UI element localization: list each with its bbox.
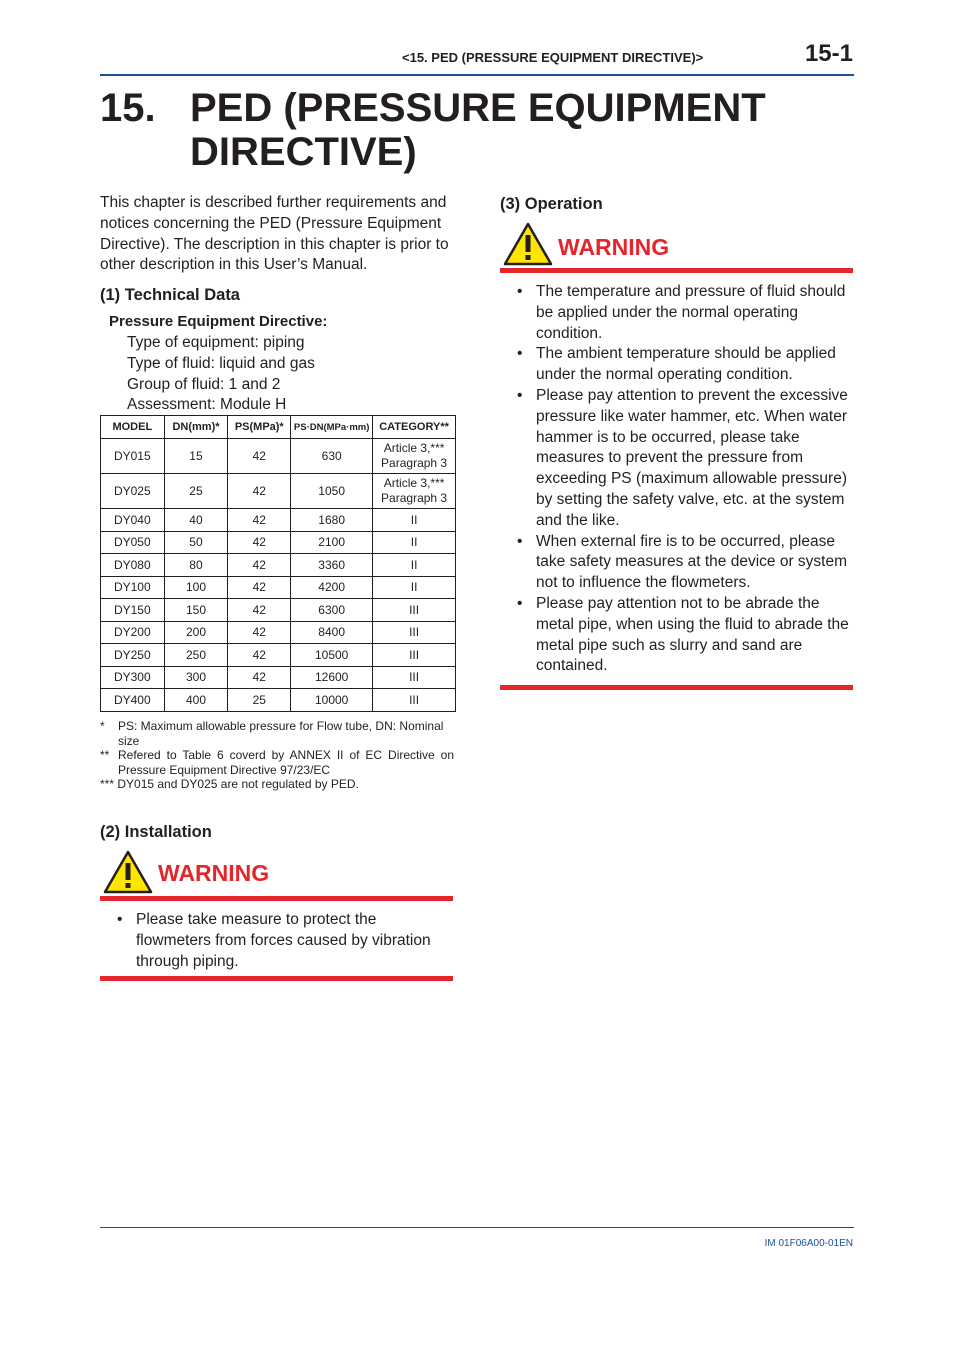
table-cell: II	[373, 531, 456, 554]
table-cell: DY100	[101, 576, 165, 599]
table-cell: 8400	[291, 621, 373, 644]
table-cell: 42	[228, 666, 291, 689]
equipment-type-line: Type of equipment: piping	[127, 334, 305, 351]
table-cell: 42	[228, 599, 291, 622]
technical-data-heading: (1) Technical Data	[100, 286, 240, 304]
warning-top-bar	[500, 268, 853, 273]
category-line: Article 3,***	[383, 441, 445, 455]
list-item: • Please take measure to protect the flowmeters from forces caused by vibration through piping.	[100, 910, 453, 972]
table-row	[101, 576, 456, 599]
table-cell: DY300	[101, 666, 165, 689]
table-cell	[373, 474, 456, 509]
chapter-title: PED (PRESSURE EQUIPMENT DIRECTIVE)	[190, 86, 766, 174]
table-cell: III	[373, 689, 456, 712]
intro-paragraph: This chapter is described further requirements and notices concerning the PED (Pressure Equipment Directive). The description in this chapter is prior to other description in this User’s Manual.	[100, 194, 449, 274]
table-cell: 42	[228, 439, 291, 474]
col-header-model: MODEL	[101, 416, 165, 439]
table-cell: 300	[164, 666, 228, 689]
list-item: • The temperature and pressure of fluid should be applied under the normal operating condition.	[500, 282, 853, 344]
table-cell: 42	[228, 576, 291, 599]
table-row	[101, 644, 456, 667]
table-cell: 100	[164, 576, 228, 599]
table-cell: DY050	[101, 531, 165, 554]
list-item: • Please pay attention to prevent the excessive pressure like water hammer, etc. When water hammer is to be occurred, please take measures to prevent the pressure from exceeding PS (maximum allowable pressure) by setting the safety valve, etc. at the system and the like.	[500, 386, 853, 532]
table-cell: 6300	[291, 599, 373, 622]
table-cell: 3360	[291, 554, 373, 577]
table-cell: DY015	[101, 439, 165, 474]
operation-warning-list	[500, 282, 853, 677]
warning-triangle-icon	[503, 222, 553, 266]
ped-details	[127, 333, 315, 416]
table-row	[101, 689, 456, 712]
installation-warning	[100, 848, 453, 981]
category-line: Article 3,***	[383, 476, 445, 490]
document-id: IM 01F06A00-01EN	[764, 1238, 853, 1249]
table-cell: 400	[164, 689, 228, 712]
warning-bottom-bar	[500, 685, 853, 690]
table-cell: III	[373, 621, 456, 644]
table-cell: 42	[228, 644, 291, 667]
table-cell: II	[373, 509, 456, 532]
table-cell: II	[373, 576, 456, 599]
table-cell: DY040	[101, 509, 165, 532]
table-cell: 25	[164, 474, 228, 509]
table-cell: 80	[164, 554, 228, 577]
table-cell: 42	[228, 621, 291, 644]
table-cell: 42	[228, 531, 291, 554]
table-header-row	[101, 416, 456, 439]
footer-rule	[100, 1227, 854, 1228]
table-body	[101, 439, 456, 712]
table-cell: DY150	[101, 599, 165, 622]
list-item: • When external fire is to be occurred, please take safety measures at the device or system not to influence the flowmeters.	[500, 532, 853, 594]
category-line: Paragraph 3	[381, 491, 448, 505]
table-row	[101, 621, 456, 644]
table-cell: 40	[164, 509, 228, 532]
table-cell: DY025	[101, 474, 165, 509]
table-cell: DY200	[101, 621, 165, 644]
list-item: • Please pay attention not to be abrade the metal pipe, when using the fluid to abrade the metal pipe such as slurry and sand are contained.	[500, 594, 853, 677]
table-cell: III	[373, 666, 456, 689]
table-note: *** DY015 and DY025 are not regulated by PED.	[100, 777, 359, 791]
table-cell: 200	[164, 621, 228, 644]
running-header: <15. PED (PRESSURE EQUIPMENT DIRECTIVE)>	[402, 50, 704, 65]
table-cell: II	[373, 554, 456, 577]
table-cell: 150	[164, 599, 228, 622]
table-cell: III	[373, 599, 456, 622]
warning-header	[500, 220, 853, 268]
operation-warning	[500, 220, 853, 690]
table-cell: DY400	[101, 689, 165, 712]
table-row	[101, 666, 456, 689]
table-cell: 15	[164, 439, 228, 474]
warning-top-bar	[100, 896, 453, 901]
list-item: • The ambient temperature should be applied under the normal operating condition.	[500, 344, 853, 386]
table-cell: DY250	[101, 644, 165, 667]
installation-heading: (2) Installation	[100, 823, 212, 841]
assessment-line: Assessment: Module H	[127, 396, 287, 414]
table-row	[101, 474, 456, 509]
table-note: ** Refered to Table 6 coverd by ANNEX II of EC Directive on Pressure Equipment Directive 97/23/EC	[100, 748, 454, 777]
table-cell: 10000	[291, 689, 373, 712]
table-row	[101, 531, 456, 554]
table-cell: 50	[164, 531, 228, 554]
table-cell: III	[373, 644, 456, 667]
table-cell: 42	[228, 474, 291, 509]
ped-subheading: Pressure Equipment Directive:	[109, 313, 328, 330]
table-cell: 42	[228, 554, 291, 577]
table-cell: 4200	[291, 576, 373, 599]
page-number: 15-1	[804, 40, 853, 67]
table-note: * PS: Maximum allowable pressure for Flow tube, DN: Nominal size	[100, 719, 444, 748]
table-cell: 630	[291, 439, 373, 474]
table-notes	[100, 719, 454, 792]
table-row	[101, 509, 456, 532]
table-cell: DY080	[101, 554, 165, 577]
col-header-psdn: PS·DN(MPa·mm)	[291, 416, 373, 439]
warning-header	[100, 848, 453, 896]
col-header-dn: DN(mm)*	[164, 416, 228, 439]
table-cell: 1050	[291, 474, 373, 509]
col-header-category: CATEGORY**	[373, 416, 456, 439]
fluid-group-line: Group of fluid: 1 and 2	[127, 375, 281, 393]
table-row	[101, 599, 456, 622]
installation-warning-list	[100, 910, 453, 972]
col-header-ps: PS(MPa)*	[228, 416, 291, 439]
table-row	[101, 439, 456, 474]
table-cell: 2100	[291, 531, 373, 554]
warning-label: WARNING	[158, 860, 270, 886]
table-cell: 1680	[291, 509, 373, 532]
table-cell	[373, 439, 456, 474]
table-cell: 10500	[291, 644, 373, 667]
table-cell: 42	[228, 509, 291, 532]
category-line: Paragraph 3	[381, 456, 448, 470]
warning-label: WARNING	[558, 234, 670, 260]
fluid-type-line: Type of fluid: liquid and gas	[127, 354, 315, 372]
operation-heading: (3) Operation	[500, 195, 603, 213]
table-cell: 25	[228, 689, 291, 712]
ped-table	[100, 415, 456, 712]
table-cell: 12600	[291, 666, 373, 689]
chapter-number: 15.	[100, 86, 156, 130]
table-cell: 250	[164, 644, 228, 667]
table-row	[101, 554, 456, 577]
header-rule	[100, 74, 854, 76]
warning-bottom-bar	[100, 976, 453, 981]
warning-triangle-icon	[103, 850, 153, 894]
